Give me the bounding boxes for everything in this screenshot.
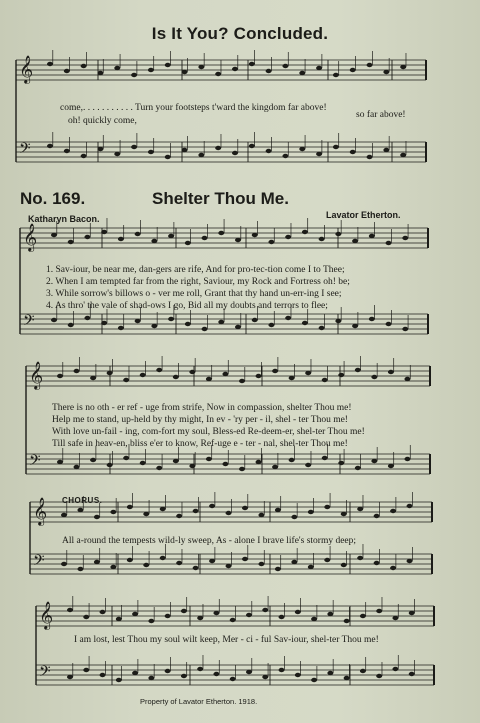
note-head (68, 323, 74, 327)
note-head (285, 316, 291, 320)
note-head (77, 508, 83, 512)
note-head (386, 322, 392, 326)
note-head (252, 318, 258, 322)
note-head (226, 511, 232, 515)
note-head (230, 677, 236, 681)
note-head (383, 70, 389, 74)
note-head (213, 611, 219, 615)
note-head (140, 373, 146, 377)
note-head (258, 562, 264, 566)
note-head (84, 235, 90, 239)
note-head (344, 619, 350, 623)
note-head (335, 232, 341, 236)
note-head (156, 466, 162, 470)
note-head (182, 148, 188, 152)
note-head (81, 154, 87, 158)
note-head (118, 326, 124, 330)
note-head (316, 152, 322, 156)
verse-2-line-2: Help me to stand, up-held by thy might, In ev - 'ry per - il, shel - ter Thou me! (52, 415, 348, 425)
note-head (100, 673, 106, 677)
note-head (268, 323, 274, 327)
note-head (376, 609, 382, 613)
note-head (319, 326, 325, 330)
note-head (388, 370, 394, 374)
note-head (409, 672, 415, 676)
note-head (322, 456, 328, 460)
note-head (222, 462, 228, 466)
note-head (291, 515, 297, 519)
note-head (289, 376, 295, 380)
note-head (57, 374, 63, 378)
note-head (181, 674, 187, 678)
treble-clef-icon: 𝄞 (29, 361, 44, 389)
note-head (218, 320, 224, 324)
note-head (51, 318, 57, 322)
note-head (402, 327, 408, 331)
note-head (235, 325, 241, 329)
note-head (61, 513, 67, 517)
note-head (143, 512, 149, 516)
note-head (256, 374, 262, 378)
note-head (197, 616, 203, 620)
note-head (148, 68, 154, 72)
note-head (291, 560, 297, 564)
verse-3-line-1: 3. While sorrow's billows o - ver me roll, Grant that thy hand un-err-ing I see; (46, 289, 342, 299)
note-head (160, 556, 166, 560)
note-head (107, 371, 113, 375)
note-head (367, 63, 373, 67)
note-head (400, 153, 406, 157)
note-head (289, 458, 295, 462)
note-head (272, 465, 278, 469)
note-head (299, 147, 305, 151)
note-head (165, 669, 171, 673)
note-head (132, 612, 138, 616)
note-head (127, 558, 133, 562)
copyright-notice: Property of Lavator Etherton. 1918. (140, 697, 258, 706)
note-head (168, 234, 174, 238)
note-head (322, 378, 328, 382)
note-head (197, 667, 203, 671)
note-head (67, 675, 73, 679)
note-head (262, 608, 268, 612)
note-head (279, 615, 285, 619)
note-head (151, 324, 157, 328)
note-head (299, 71, 305, 75)
note-head (302, 321, 308, 325)
note-head (249, 62, 255, 66)
words-credit: Katharyn Bacon. (28, 214, 100, 224)
note-head (262, 675, 268, 679)
note-head (47, 144, 53, 148)
note-head (390, 566, 396, 570)
note-head (110, 510, 116, 514)
note-head (151, 239, 157, 243)
treble-clef-icon: 𝄞 (33, 497, 48, 525)
chorus-label: CHORUS. (62, 496, 103, 505)
bass-clef-icon: 𝄢 (29, 452, 41, 473)
note-head (202, 327, 208, 331)
note-head (74, 465, 80, 469)
verse-4-line-2: Till safe in heav-en, bliss e'er to know, Ref-uge e - ter - nal, shel-ter Thou me! (52, 439, 348, 449)
note-head (338, 373, 344, 377)
note-head (327, 671, 333, 675)
note-head (282, 154, 288, 158)
note-head (371, 375, 377, 379)
note-head (360, 614, 366, 618)
note-head (83, 615, 89, 619)
note-head (357, 556, 363, 560)
treble-clef-icon: 𝄞 (19, 55, 34, 83)
note-head (127, 505, 133, 509)
note-head (400, 65, 406, 69)
note-head (242, 557, 248, 561)
note-head (392, 667, 398, 671)
note-head (198, 65, 204, 69)
note-head (182, 70, 188, 74)
note-head (246, 613, 252, 617)
note-head (77, 567, 83, 571)
note-head (383, 148, 389, 152)
chorus-line-1: All a-round the tempests wild-ly sweep, As - alone I brave life's stormy deep; (62, 536, 357, 546)
note-head (114, 66, 120, 70)
note-head (68, 240, 74, 244)
note-head (90, 376, 96, 380)
note-head (341, 563, 347, 567)
note-head (215, 146, 221, 150)
note-head (202, 236, 208, 240)
note-head (367, 155, 373, 159)
note-head (90, 458, 96, 462)
note-head (268, 240, 274, 244)
note-head (311, 678, 317, 682)
note-head (101, 321, 107, 325)
note-head (374, 561, 380, 565)
note-head (279, 668, 285, 672)
note-head (84, 316, 90, 320)
note-head (390, 509, 396, 513)
note-head (173, 375, 179, 379)
note-head (409, 611, 415, 615)
note-head (275, 508, 281, 512)
note-head (64, 149, 70, 153)
note-head (193, 566, 199, 570)
note-head (258, 513, 264, 517)
note-head (266, 69, 272, 73)
note-head (168, 317, 174, 321)
note-head (132, 671, 138, 675)
note-head (215, 72, 221, 76)
note-head (181, 609, 187, 613)
note-head (209, 504, 215, 508)
note-head (81, 64, 87, 68)
page-title: Is It You? Concluded. (151, 24, 329, 43)
note-head (110, 565, 116, 569)
bass-clef-icon: 𝄢 (19, 140, 31, 161)
note-head (388, 464, 394, 468)
note-head (61, 562, 67, 566)
note-head (232, 67, 238, 71)
note-head (185, 322, 191, 326)
note-head (305, 463, 311, 467)
note-head (51, 233, 57, 237)
note-head (392, 616, 398, 620)
note-head (118, 237, 124, 241)
note-head (324, 505, 330, 509)
note-head (252, 233, 258, 237)
note-head (404, 457, 410, 461)
note-head (131, 73, 137, 77)
note-head (407, 559, 413, 563)
note-head (333, 145, 339, 149)
note-head (374, 514, 380, 518)
verse-3-line-2: With love un-fail - ing, com-fort my soul, Bless-ed Re-deem-er, shel-ter Thou me! (52, 427, 365, 437)
hymn-number: No. 169. (20, 189, 86, 208)
note-head (402, 236, 408, 240)
note-head (101, 230, 107, 234)
note-head (282, 64, 288, 68)
note-head (239, 379, 245, 383)
note-head (107, 463, 113, 467)
note-head (148, 150, 154, 154)
note-head (222, 372, 228, 376)
note-head (185, 241, 191, 245)
note-head (249, 144, 255, 148)
note-head (272, 369, 278, 373)
note-head (100, 610, 106, 614)
note-head (97, 71, 103, 75)
note-head (371, 459, 377, 463)
note-head (242, 506, 248, 510)
note-head (97, 147, 103, 151)
note-head (407, 504, 413, 508)
note-head (352, 324, 358, 328)
note-head (230, 618, 236, 622)
verse-2-line-1: 2. When I am tempted far from the right, Saviour, my Rock and Fortress oh! be; (46, 277, 350, 287)
note-head (156, 368, 162, 372)
note-head (302, 230, 308, 234)
note-head (148, 619, 154, 623)
note-head (148, 676, 154, 680)
note-head (165, 614, 171, 618)
note-head (123, 456, 129, 460)
note-head (357, 507, 363, 511)
note-head (333, 73, 339, 77)
bass-clef-icon: 𝄢 (33, 552, 45, 573)
note-head (324, 558, 330, 562)
note-head (311, 617, 317, 621)
note-head (369, 234, 375, 238)
chorus-line-2: I am lost, lest Thou my soul wilt keep, Mer - ci - ful Sav-iour, shel-ter Thou me! (74, 635, 379, 645)
note-head (94, 560, 100, 564)
note-head (116, 678, 122, 682)
note-head (341, 512, 347, 516)
note-head (165, 155, 171, 159)
verse-4-line-1: 4. As thro' the vale of shad-ows I go, Bid all my doubts and terrors to flee; (46, 301, 328, 311)
note-head (176, 561, 182, 565)
music-credit: Lavator Etherton. (326, 210, 401, 220)
note-head (218, 231, 224, 235)
note-head (235, 238, 241, 242)
note-head (335, 319, 341, 323)
note-head (64, 69, 70, 73)
note-head (140, 461, 146, 465)
note-head (338, 461, 344, 465)
note-head (295, 610, 301, 614)
treble-clef-icon: 𝄞 (23, 223, 38, 251)
bass-clef-icon: 𝄢 (39, 663, 51, 684)
note-head (173, 459, 179, 463)
note-head (246, 670, 252, 674)
note-head (206, 457, 212, 461)
verse-1-line-1: 1. Sav-iour, be near me, dan-gers are rife, And for pro-tec-tion come I to Thee; (46, 265, 345, 275)
note-head (350, 150, 356, 154)
note-head (376, 674, 382, 678)
note-head (308, 565, 314, 569)
note-head (360, 669, 366, 673)
verse-1-line-2: There is no oth - er ref - uge from strife, Now in compassion, shelter Thou me! (52, 403, 352, 413)
note-head (135, 232, 141, 236)
note-head (57, 460, 63, 464)
note-head (386, 241, 392, 245)
note-head (266, 149, 272, 153)
note-head (67, 608, 73, 612)
note-head (114, 152, 120, 156)
note-head (256, 460, 262, 464)
note-head (226, 564, 232, 568)
note-head (193, 509, 199, 513)
note-head (285, 235, 291, 239)
note-head (275, 567, 281, 571)
note-head (213, 672, 219, 676)
note-head (131, 145, 137, 149)
note-head (319, 237, 325, 241)
note-head (305, 371, 311, 375)
note-head (198, 153, 204, 157)
treble-clef-icon: 𝄞 (39, 601, 54, 629)
note-head (344, 676, 350, 680)
note-head (239, 467, 245, 471)
note-head (206, 377, 212, 381)
note-head (352, 239, 358, 243)
note-head (123, 378, 129, 382)
note-head (176, 514, 182, 518)
top-lyric-line-2a: oh! quickly come, (68, 116, 137, 126)
note-head (160, 507, 166, 511)
note-head (295, 673, 301, 677)
note-head (189, 370, 195, 374)
hymn-title: Shelter Thou Me. (152, 189, 289, 208)
note-head (135, 319, 141, 323)
note-head (316, 66, 322, 70)
bass-clef-icon: 𝄢 (23, 312, 35, 333)
top-lyric-line-2b: so far above! (356, 110, 406, 120)
note-head (209, 559, 215, 563)
note-head (47, 62, 53, 66)
note-head (83, 668, 89, 672)
note-head (74, 369, 80, 373)
note-head (355, 368, 361, 372)
note-head (350, 68, 356, 72)
note-head (165, 63, 171, 67)
note-head (404, 377, 410, 381)
note-head (232, 151, 238, 155)
note-head (143, 563, 149, 567)
note-head (94, 515, 100, 519)
note-head (327, 612, 333, 616)
note-head (116, 617, 122, 621)
note-head (355, 466, 361, 470)
top-lyric-line-1: come,. . . . . . . . . . . Turn your footsteps t'ward the kingdom far above! (60, 103, 327, 113)
note-head (308, 510, 314, 514)
note-head (369, 317, 375, 321)
note-head (189, 464, 195, 468)
